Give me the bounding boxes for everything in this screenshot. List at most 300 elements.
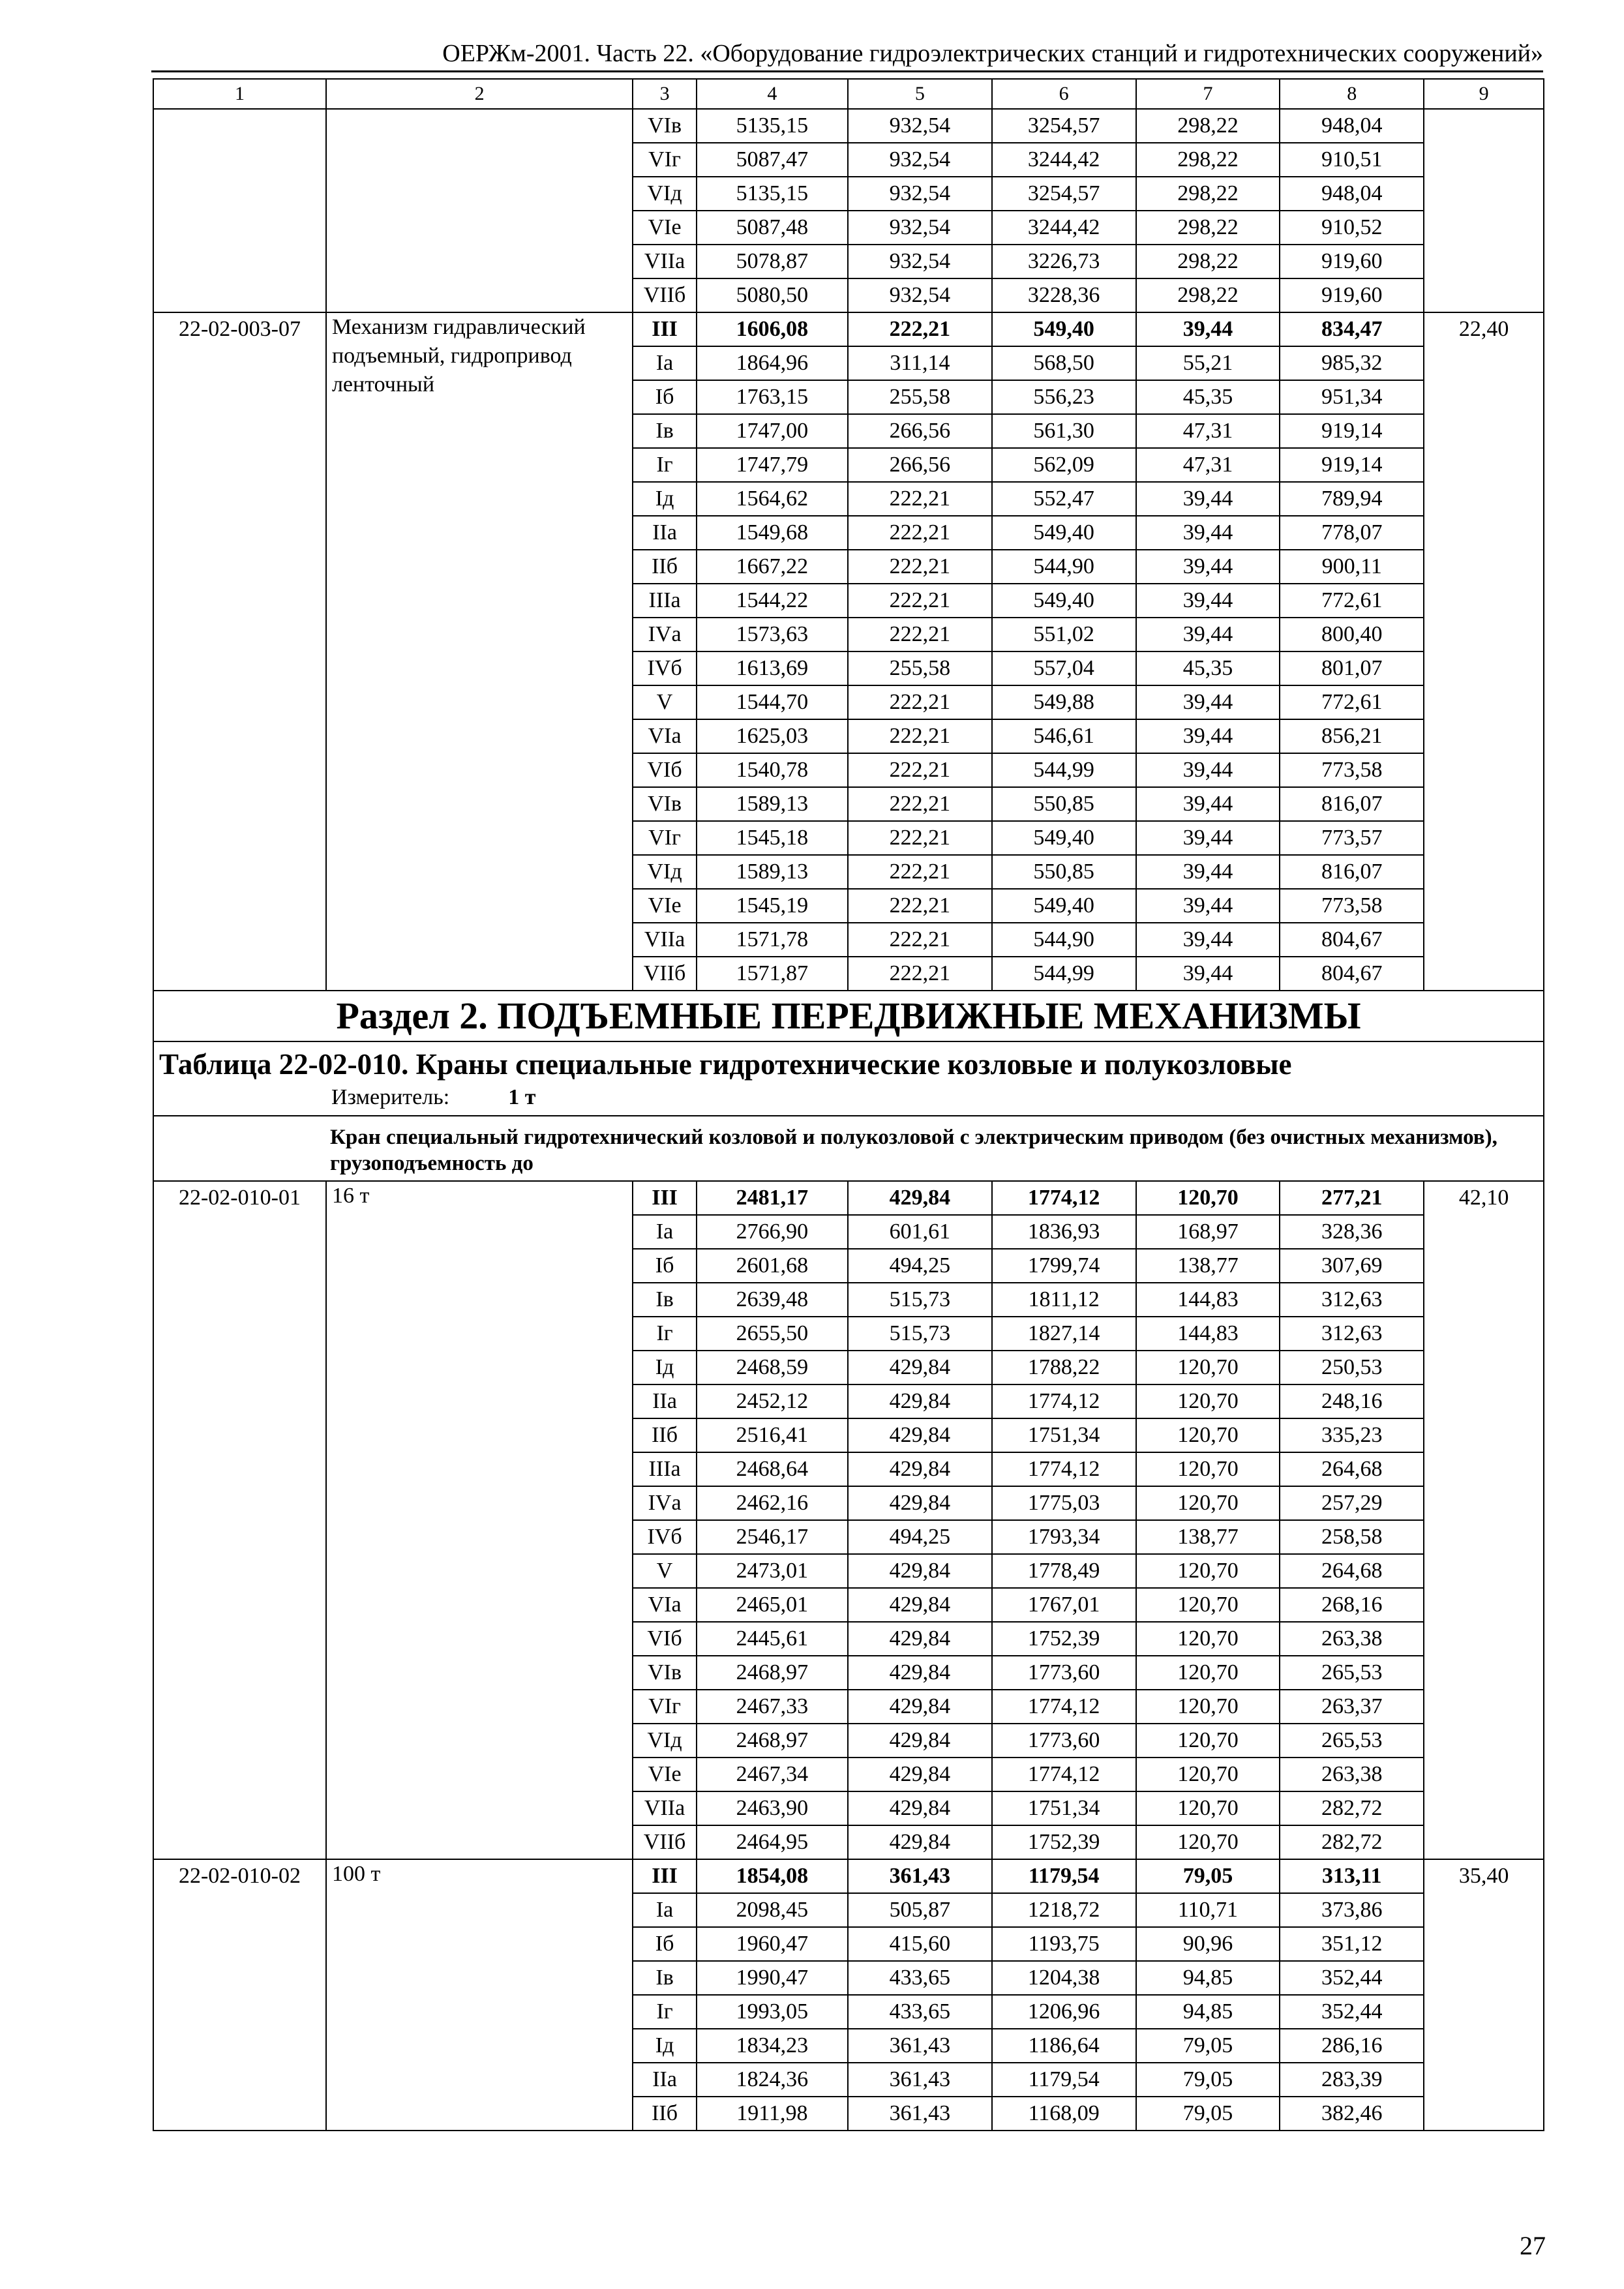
zone-cell: Iд bbox=[633, 2029, 697, 2063]
value-cell: 1589,13 bbox=[697, 787, 848, 821]
value-cell: 1625,03 bbox=[697, 719, 848, 753]
value-cell: 45,35 bbox=[1136, 380, 1280, 414]
labor-cost-cell: 35,40 bbox=[1424, 1859, 1544, 2131]
value-cell: 910,52 bbox=[1280, 211, 1424, 245]
rate-name-cell bbox=[326, 109, 633, 312]
value-cell: 834,47 bbox=[1280, 312, 1424, 346]
value-cell: 429,84 bbox=[848, 1351, 992, 1384]
page-header: ОЕРЖм-2001. Часть 22. «Оборудование гидроэлектрических станций и гидротехнических сооружений» bbox=[151, 37, 1543, 72]
value-cell: 222,21 bbox=[848, 855, 992, 889]
zone-cell: Iв bbox=[633, 414, 697, 448]
value-cell: 1774,12 bbox=[992, 1758, 1136, 1791]
value-cell: 433,65 bbox=[848, 1961, 992, 1995]
value-cell: 561,30 bbox=[992, 414, 1136, 448]
value-cell: 298,22 bbox=[1136, 109, 1280, 143]
value-cell: 2546,17 bbox=[697, 1520, 848, 1554]
value-cell: 120,70 bbox=[1136, 1384, 1280, 1418]
value-cell: 429,84 bbox=[848, 1452, 992, 1486]
value-cell: 1864,96 bbox=[697, 346, 848, 380]
rate-name-cell: 16 т bbox=[326, 1181, 633, 1859]
value-cell: 1911,98 bbox=[697, 2097, 848, 2131]
value-cell: 268,16 bbox=[1280, 1588, 1424, 1622]
value-cell: 45,35 bbox=[1136, 651, 1280, 685]
value-cell: 1990,47 bbox=[697, 1961, 848, 1995]
value-cell: 138,77 bbox=[1136, 1520, 1280, 1554]
value-cell: 1589,13 bbox=[697, 855, 848, 889]
value-cell: 2481,17 bbox=[697, 1181, 848, 1215]
value-cell: 2463,90 bbox=[697, 1791, 848, 1825]
value-cell: 1799,74 bbox=[992, 1249, 1136, 1283]
zone-cell: VIг bbox=[633, 143, 697, 177]
value-cell: 2655,50 bbox=[697, 1317, 848, 1351]
zone-cell: VIг bbox=[633, 1690, 697, 1724]
value-cell: 772,61 bbox=[1280, 584, 1424, 618]
value-cell: 568,50 bbox=[992, 346, 1136, 380]
value-cell: 311,14 bbox=[848, 346, 992, 380]
value-cell: 800,40 bbox=[1280, 618, 1424, 651]
zone-cell: Iб bbox=[633, 1249, 697, 1283]
value-cell: 361,43 bbox=[848, 2097, 992, 2131]
value-cell: 144,83 bbox=[1136, 1317, 1280, 1351]
value-cell: 932,54 bbox=[848, 211, 992, 245]
zone-cell: VIIа bbox=[633, 923, 697, 957]
value-cell: 120,70 bbox=[1136, 1554, 1280, 1588]
value-cell: 312,63 bbox=[1280, 1283, 1424, 1317]
value-cell: 2473,01 bbox=[697, 1554, 848, 1588]
column-number: 4 bbox=[697, 79, 848, 109]
value-cell: 2639,48 bbox=[697, 1283, 848, 1317]
value-cell: 5135,15 bbox=[697, 109, 848, 143]
value-cell: 222,21 bbox=[848, 957, 992, 991]
value-cell: 255,58 bbox=[848, 380, 992, 414]
value-cell: 361,43 bbox=[848, 1859, 992, 1893]
value-cell: 415,60 bbox=[848, 1927, 992, 1961]
zone-cell: VIд bbox=[633, 177, 697, 211]
value-cell: 3254,57 bbox=[992, 109, 1136, 143]
value-cell: 1193,75 bbox=[992, 1927, 1136, 1961]
value-cell: 1667,22 bbox=[697, 550, 848, 584]
value-cell: 312,63 bbox=[1280, 1317, 1424, 1351]
value-cell: 549,40 bbox=[992, 889, 1136, 923]
value-cell: 550,85 bbox=[992, 855, 1136, 889]
value-cell: 1773,60 bbox=[992, 1724, 1136, 1758]
rate-code-cell: 22-02-010-01 bbox=[153, 1181, 326, 1859]
value-cell: 549,40 bbox=[992, 312, 1136, 346]
column-number-row bbox=[153, 79, 1544, 109]
value-cell: 120,70 bbox=[1136, 1486, 1280, 1520]
value-cell: 1544,70 bbox=[697, 685, 848, 719]
rate-code-cell bbox=[153, 109, 326, 312]
value-cell: 3228,36 bbox=[992, 278, 1136, 312]
value-cell: 361,43 bbox=[848, 2029, 992, 2063]
measure-value: 1 т bbox=[508, 1085, 536, 1109]
rate-code-cell: 22-02-003-07 bbox=[153, 312, 326, 991]
zone-cell: IVб bbox=[633, 1520, 697, 1554]
value-cell: 282,72 bbox=[1280, 1791, 1424, 1825]
value-cell: 556,23 bbox=[992, 380, 1136, 414]
value-cell: 544,90 bbox=[992, 923, 1136, 957]
column-number: 9 bbox=[1424, 79, 1544, 109]
value-cell: 1545,18 bbox=[697, 821, 848, 855]
value-cell: 1168,09 bbox=[992, 2097, 1136, 2131]
value-cell: 951,34 bbox=[1280, 380, 1424, 414]
value-cell: 816,07 bbox=[1280, 855, 1424, 889]
value-cell: 3254,57 bbox=[992, 177, 1136, 211]
column-number: 1 bbox=[153, 79, 326, 109]
value-cell: 932,54 bbox=[848, 143, 992, 177]
value-cell: 932,54 bbox=[848, 245, 992, 278]
zone-cell: IVб bbox=[633, 651, 697, 685]
value-cell: 1206,96 bbox=[992, 1995, 1136, 2029]
value-cell: 948,04 bbox=[1280, 109, 1424, 143]
value-cell: 1747,00 bbox=[697, 414, 848, 448]
value-cell: 985,32 bbox=[1280, 346, 1424, 380]
value-cell: 1204,38 bbox=[992, 1961, 1136, 1995]
value-cell: 429,84 bbox=[848, 1384, 992, 1418]
value-cell: 39,44 bbox=[1136, 787, 1280, 821]
zone-cell: Iд bbox=[633, 1351, 697, 1384]
value-cell: 39,44 bbox=[1136, 957, 1280, 991]
value-cell: 1811,12 bbox=[992, 1283, 1136, 1317]
value-cell: 222,21 bbox=[848, 753, 992, 787]
value-cell: 1544,22 bbox=[697, 584, 848, 618]
value-cell: 328,36 bbox=[1280, 1215, 1424, 1249]
zone-cell: VIв bbox=[633, 1656, 697, 1690]
value-cell: 110,71 bbox=[1136, 1893, 1280, 1927]
value-cell: 264,68 bbox=[1280, 1554, 1424, 1588]
value-cell: 79,05 bbox=[1136, 2063, 1280, 2097]
table-title-row bbox=[153, 1041, 1544, 1116]
measure-line bbox=[159, 1083, 1538, 1113]
value-cell: 373,86 bbox=[1280, 1893, 1424, 1927]
value-cell: 2452,12 bbox=[697, 1384, 848, 1418]
value-cell: 932,54 bbox=[848, 278, 992, 312]
value-cell: 1774,12 bbox=[992, 1181, 1136, 1215]
value-cell: 549,40 bbox=[992, 516, 1136, 550]
value-cell: 773,58 bbox=[1280, 889, 1424, 923]
value-cell: 801,07 bbox=[1280, 651, 1424, 685]
value-cell: 546,61 bbox=[992, 719, 1136, 753]
table-row bbox=[153, 312, 1544, 346]
value-cell: 2468,59 bbox=[697, 1351, 848, 1384]
value-cell: 932,54 bbox=[848, 109, 992, 143]
value-cell: 248,16 bbox=[1280, 1384, 1424, 1418]
value-cell: 1573,63 bbox=[697, 618, 848, 651]
value-cell: 286,16 bbox=[1280, 2029, 1424, 2063]
zone-cell: Iд bbox=[633, 482, 697, 516]
value-cell: 1824,36 bbox=[697, 2063, 848, 2097]
zone-cell: IVа bbox=[633, 1486, 697, 1520]
zone-cell: III bbox=[633, 312, 697, 346]
value-cell: 1571,78 bbox=[697, 923, 848, 957]
zone-cell: Iв bbox=[633, 1283, 697, 1317]
measure-label: Измеритель: bbox=[331, 1085, 450, 1109]
zone-cell: VIб bbox=[633, 753, 697, 787]
value-cell: 1778,49 bbox=[992, 1554, 1136, 1588]
column-number: 3 bbox=[633, 79, 697, 109]
zone-cell: Iг bbox=[633, 1995, 697, 2029]
value-cell: 2462,16 bbox=[697, 1486, 848, 1520]
value-cell: 1993,05 bbox=[697, 1995, 848, 2029]
value-cell: 1774,12 bbox=[992, 1690, 1136, 1724]
zone-cell: IIб bbox=[633, 550, 697, 584]
value-cell: 1606,08 bbox=[697, 312, 848, 346]
value-cell: 222,21 bbox=[848, 312, 992, 346]
rates-table bbox=[153, 78, 1544, 2131]
section-title: Раздел 2. ПОДЪЕМНЫЕ ПЕРЕДВИЖНЫЕ МЕХАНИЗМЫ bbox=[153, 991, 1544, 1041]
value-cell: 55,21 bbox=[1136, 346, 1280, 380]
value-cell: 1540,78 bbox=[697, 753, 848, 787]
value-cell: 429,84 bbox=[848, 1486, 992, 1520]
value-cell: 5087,48 bbox=[697, 211, 848, 245]
value-cell: 222,21 bbox=[848, 482, 992, 516]
value-cell: 351,12 bbox=[1280, 1927, 1424, 1961]
zone-cell: III bbox=[633, 1181, 697, 1215]
value-cell: 120,70 bbox=[1136, 1452, 1280, 1486]
value-cell: 1752,39 bbox=[992, 1825, 1136, 1859]
zone-cell: VIIа bbox=[633, 1791, 697, 1825]
value-cell: 222,21 bbox=[848, 923, 992, 957]
value-cell: 2098,45 bbox=[697, 1893, 848, 1927]
value-cell: 39,44 bbox=[1136, 753, 1280, 787]
value-cell: 515,73 bbox=[848, 1317, 992, 1351]
value-cell: 39,44 bbox=[1136, 516, 1280, 550]
value-cell: 816,07 bbox=[1280, 787, 1424, 821]
value-cell: 2467,34 bbox=[697, 1758, 848, 1791]
column-number: 5 bbox=[848, 79, 992, 109]
value-cell: 298,22 bbox=[1136, 278, 1280, 312]
value-cell: 549,88 bbox=[992, 685, 1136, 719]
zone-cell: Iг bbox=[633, 448, 697, 482]
value-cell: 47,31 bbox=[1136, 448, 1280, 482]
value-cell: 1549,68 bbox=[697, 516, 848, 550]
rate-name-cell: Механизм гидравлический подъемный, гидропривод ленточный bbox=[326, 312, 633, 991]
value-cell: 120,70 bbox=[1136, 1758, 1280, 1791]
table-row bbox=[153, 1859, 1544, 1893]
value-cell: 3244,42 bbox=[992, 143, 1136, 177]
value-cell: 544,99 bbox=[992, 753, 1136, 787]
zone-cell: Iг bbox=[633, 1317, 697, 1351]
zone-cell: III bbox=[633, 1859, 697, 1893]
rate-name-cell: 100 т bbox=[326, 1859, 633, 2131]
value-cell: 429,84 bbox=[848, 1825, 992, 1859]
value-cell: 804,67 bbox=[1280, 957, 1424, 991]
value-cell: 120,70 bbox=[1136, 1825, 1280, 1859]
value-cell: 778,07 bbox=[1280, 516, 1424, 550]
value-cell: 222,21 bbox=[848, 584, 992, 618]
value-cell: 515,73 bbox=[848, 1283, 992, 1317]
value-cell: 255,58 bbox=[848, 651, 992, 685]
value-cell: 39,44 bbox=[1136, 584, 1280, 618]
value-cell: 773,58 bbox=[1280, 753, 1424, 787]
value-cell: 120,70 bbox=[1136, 1181, 1280, 1215]
zone-cell: Iа bbox=[633, 1893, 697, 1927]
value-cell: 144,83 bbox=[1136, 1283, 1280, 1317]
group-title-row bbox=[153, 1116, 1544, 1181]
value-cell: 266,56 bbox=[848, 448, 992, 482]
value-cell: 264,68 bbox=[1280, 1452, 1424, 1486]
value-cell: 39,44 bbox=[1136, 550, 1280, 584]
value-cell: 1773,60 bbox=[992, 1656, 1136, 1690]
value-cell: 2516,41 bbox=[697, 1418, 848, 1452]
value-cell: 1751,34 bbox=[992, 1791, 1136, 1825]
value-cell: 505,87 bbox=[848, 1893, 992, 1927]
value-cell: 494,25 bbox=[848, 1249, 992, 1283]
value-cell: 39,44 bbox=[1136, 312, 1280, 346]
value-cell: 39,44 bbox=[1136, 482, 1280, 516]
value-cell: 39,44 bbox=[1136, 618, 1280, 651]
value-cell: 1747,79 bbox=[697, 448, 848, 482]
value-cell: 550,85 bbox=[992, 787, 1136, 821]
value-cell: 168,97 bbox=[1136, 1215, 1280, 1249]
value-cell: 1613,69 bbox=[697, 651, 848, 685]
value-cell: 919,60 bbox=[1280, 278, 1424, 312]
value-cell: 2445,61 bbox=[697, 1622, 848, 1656]
zone-cell: Iв bbox=[633, 1961, 697, 1995]
zone-cell: Iа bbox=[633, 1215, 697, 1249]
zone-cell: VIа bbox=[633, 719, 697, 753]
value-cell: 494,25 bbox=[848, 1520, 992, 1554]
value-cell: 94,85 bbox=[1136, 1961, 1280, 1995]
value-cell: 1571,87 bbox=[697, 957, 848, 991]
value-cell: 5135,15 bbox=[697, 177, 848, 211]
value-cell: 919,14 bbox=[1280, 414, 1424, 448]
value-cell: 429,84 bbox=[848, 1656, 992, 1690]
value-cell: 948,04 bbox=[1280, 177, 1424, 211]
value-cell: 1834,23 bbox=[697, 2029, 848, 2063]
value-cell: 298,22 bbox=[1136, 245, 1280, 278]
value-cell: 919,60 bbox=[1280, 245, 1424, 278]
zone-cell: IIIа bbox=[633, 584, 697, 618]
table-title bbox=[153, 1041, 1544, 1116]
value-cell: 3244,42 bbox=[992, 211, 1136, 245]
value-cell: 601,61 bbox=[848, 1215, 992, 1249]
value-cell: 1836,93 bbox=[992, 1215, 1136, 1249]
value-cell: 222,21 bbox=[848, 787, 992, 821]
value-cell: 222,21 bbox=[848, 618, 992, 651]
value-cell: 429,84 bbox=[848, 1758, 992, 1791]
value-cell: 307,69 bbox=[1280, 1249, 1424, 1283]
value-cell: 138,77 bbox=[1136, 1249, 1280, 1283]
value-cell: 1545,19 bbox=[697, 889, 848, 923]
value-cell: 1774,12 bbox=[992, 1452, 1136, 1486]
value-cell: 222,21 bbox=[848, 719, 992, 753]
value-cell: 222,21 bbox=[848, 516, 992, 550]
zone-cell: V bbox=[633, 1554, 697, 1588]
zone-cell: VIIб bbox=[633, 1825, 697, 1859]
value-cell: 1767,01 bbox=[992, 1588, 1136, 1622]
value-cell: 1775,03 bbox=[992, 1486, 1136, 1520]
value-cell: 263,37 bbox=[1280, 1690, 1424, 1724]
rate-code-cell: 22-02-010-02 bbox=[153, 1859, 326, 2131]
value-cell: 5078,87 bbox=[697, 245, 848, 278]
value-cell: 1564,62 bbox=[697, 482, 848, 516]
section-title-row bbox=[153, 991, 1544, 1041]
value-cell: 265,53 bbox=[1280, 1656, 1424, 1690]
zone-cell: Iб bbox=[633, 380, 697, 414]
zone-cell: VIIа bbox=[633, 245, 697, 278]
value-cell: 551,02 bbox=[992, 618, 1136, 651]
value-cell: 79,05 bbox=[1136, 2097, 1280, 2131]
value-cell: 39,44 bbox=[1136, 889, 1280, 923]
value-cell: 120,70 bbox=[1136, 1351, 1280, 1384]
value-cell: 39,44 bbox=[1136, 685, 1280, 719]
value-cell: 2464,95 bbox=[697, 1825, 848, 1859]
zone-cell: VIд bbox=[633, 855, 697, 889]
value-cell: 433,65 bbox=[848, 1995, 992, 2029]
zone-cell: VIг bbox=[633, 821, 697, 855]
value-cell: 266,56 bbox=[848, 414, 992, 448]
zone-cell: IIа bbox=[633, 516, 697, 550]
value-cell: 1827,14 bbox=[992, 1317, 1136, 1351]
zone-cell: IIб bbox=[633, 1418, 697, 1452]
value-cell: 120,70 bbox=[1136, 1622, 1280, 1656]
value-cell: 283,39 bbox=[1280, 2063, 1424, 2097]
value-cell: 773,57 bbox=[1280, 821, 1424, 855]
value-cell: 1218,72 bbox=[992, 1893, 1136, 1927]
value-cell: 1179,54 bbox=[992, 1859, 1136, 1893]
value-cell: 2766,90 bbox=[697, 1215, 848, 1249]
value-cell: 1788,22 bbox=[992, 1351, 1136, 1384]
value-cell: 79,05 bbox=[1136, 2029, 1280, 2063]
value-cell: 120,70 bbox=[1136, 1724, 1280, 1758]
value-cell: 222,21 bbox=[848, 685, 992, 719]
value-cell: 429,84 bbox=[848, 1791, 992, 1825]
value-cell: 1793,34 bbox=[992, 1520, 1136, 1554]
value-cell: 282,72 bbox=[1280, 1825, 1424, 1859]
zone-cell: Iб bbox=[633, 1927, 697, 1961]
value-cell: 549,40 bbox=[992, 821, 1136, 855]
value-cell: 94,85 bbox=[1136, 1995, 1280, 2029]
value-cell: 120,70 bbox=[1136, 1690, 1280, 1724]
value-cell: 2468,97 bbox=[697, 1724, 848, 1758]
zone-cell: IIа bbox=[633, 1384, 697, 1418]
value-cell: 557,04 bbox=[992, 651, 1136, 685]
labor-cost-cell bbox=[1424, 109, 1544, 312]
labor-cost-cell: 22,40 bbox=[1424, 312, 1544, 991]
value-cell: 120,70 bbox=[1136, 1418, 1280, 1452]
value-cell: 1774,12 bbox=[992, 1384, 1136, 1418]
value-cell: 39,44 bbox=[1136, 719, 1280, 753]
value-cell: 382,46 bbox=[1280, 2097, 1424, 2131]
zone-cell: IIа bbox=[633, 2063, 697, 2097]
value-cell: 298,22 bbox=[1136, 177, 1280, 211]
value-cell: 856,21 bbox=[1280, 719, 1424, 753]
value-cell: 429,84 bbox=[848, 1181, 992, 1215]
value-cell: 804,67 bbox=[1280, 923, 1424, 957]
zone-cell: Iа bbox=[633, 346, 697, 380]
value-cell: 1960,47 bbox=[697, 1927, 848, 1961]
zone-cell: VIв bbox=[633, 787, 697, 821]
value-cell: 250,53 bbox=[1280, 1351, 1424, 1384]
value-cell: 3226,73 bbox=[992, 245, 1136, 278]
group-title: Кран специальный гидротехнический козловой и полукозловой с электрическим приводом (без очистных механизмов), грузоподъемность до bbox=[153, 1116, 1544, 1181]
value-cell: 222,21 bbox=[848, 889, 992, 923]
value-cell: 222,21 bbox=[848, 821, 992, 855]
value-cell: 429,84 bbox=[848, 1588, 992, 1622]
zone-cell: VIе bbox=[633, 211, 697, 245]
zone-cell: IVа bbox=[633, 618, 697, 651]
value-cell: 298,22 bbox=[1136, 211, 1280, 245]
value-cell: 549,40 bbox=[992, 584, 1136, 618]
value-cell: 1179,54 bbox=[992, 2063, 1136, 2097]
page-number: 27 bbox=[1520, 2231, 1546, 2260]
value-cell: 429,84 bbox=[848, 1622, 992, 1656]
zone-cell: V bbox=[633, 685, 697, 719]
value-cell: 1751,34 bbox=[992, 1418, 1136, 1452]
column-number: 7 bbox=[1136, 79, 1280, 109]
zone-cell: VIв bbox=[633, 109, 697, 143]
